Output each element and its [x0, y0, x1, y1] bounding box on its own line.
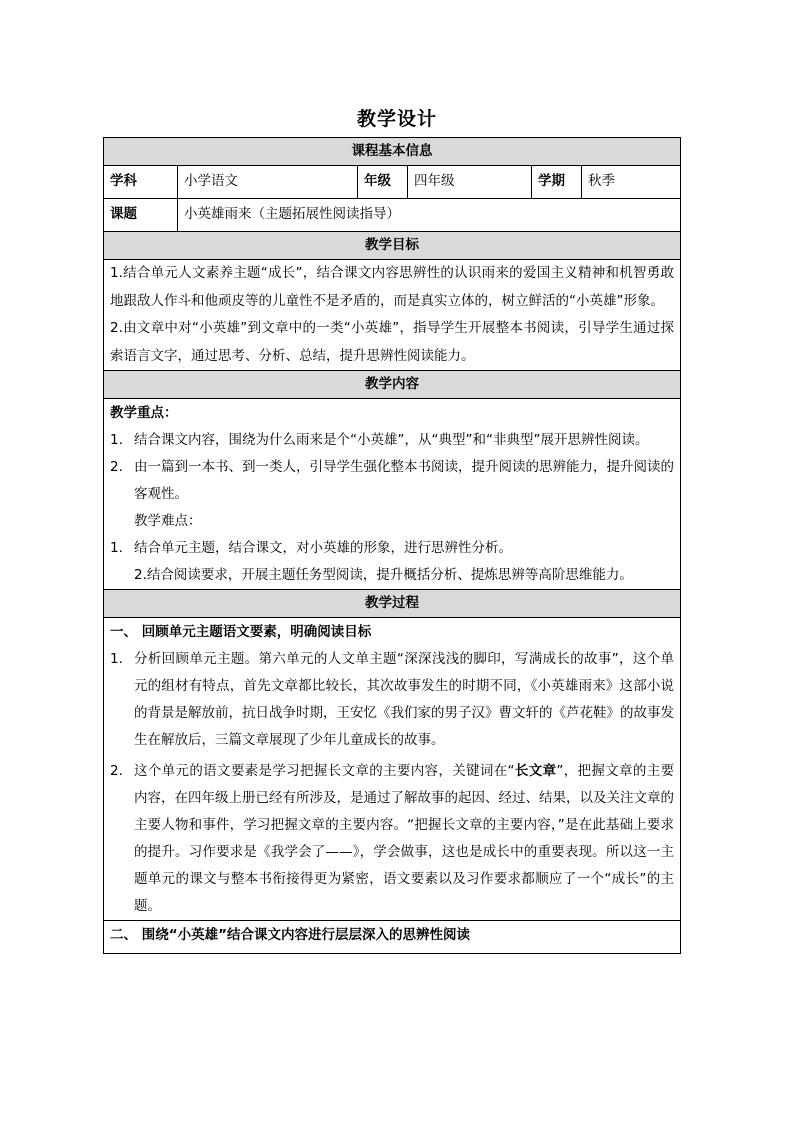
grade-label: 年级 — [358, 166, 408, 199]
key-point-1-number: 1. — [110, 432, 123, 448]
goal-item-1: 1.结合单元人文素养主题“成长”，结合课文内容思辨性的认识雨来的爱国主义精神和机智勇敢地跟敌人作斗和他顽皮等的儿童性不是矛盾的，而是真实立体的，树立鲜活的“小英雄”形象。 — [110, 265, 675, 309]
grade-value: 四年级 — [408, 166, 532, 199]
process-header: 教学过程 — [104, 590, 681, 618]
process-item-2 — [110, 758, 674, 920]
topic-value: 小英雄雨来（主题拓展性阅读指导） — [178, 199, 681, 232]
subject-label: 学科 — [104, 166, 178, 199]
subject-value: 小学语文 — [178, 166, 358, 199]
difficulty-point-1-number: 1. — [110, 540, 123, 556]
process-item-1-number: 1. — [110, 651, 123, 667]
process-section-2-row — [104, 921, 681, 954]
goals-row — [104, 260, 681, 371]
process-section-2-title: 二、 围绕“小英雄”结合课文内容进行层层深入的思辨性阅读 — [110, 927, 470, 943]
page-title: 教学设计 — [356, 108, 437, 130]
process-item-1 — [110, 646, 674, 754]
term-label: 学期 — [532, 166, 582, 199]
key-point-1 — [110, 427, 674, 454]
goal-item-2: 2.由文章中对“小英雄”到文章中的一类“小英雄”，指导学生开展整本书阅读，引导学生通过探索语言文字，通过思考、分析、总结，提升思辨性阅读能力。 — [110, 320, 675, 364]
difficulty-point-2: 2.结合阅读要求，开展主题任务型阅读，提升概括分析、提炼思辨等高阶思维能力。 — [134, 567, 633, 583]
process-row — [104, 618, 681, 921]
process-section-2-cell — [104, 921, 681, 954]
process-section-1-title: 一、 回顾单元主题语文要素，明确阅读目标 — [110, 624, 372, 640]
difficulty-point-1 — [110, 535, 674, 562]
topic-row — [104, 199, 681, 232]
basic-info-row — [104, 166, 681, 199]
difficulty-point-1-text: 结合单元主题，结合课文，对小英雄的形象，进行思辨性分析。 — [134, 540, 512, 556]
process-item-2-number: 2. — [110, 763, 123, 779]
content-header: 教学内容 — [104, 371, 681, 399]
process-header-row — [104, 590, 681, 618]
key-point-1-text: 结合课文内容，围绕为什么雨来是个“小英雄”，从“典型”和“非典型”展开思辨性阅读。 — [134, 432, 649, 448]
process-item-2-text-after: ”，把握文章的主要内容，在四年级上册已经有所涉及，是通过了解故事的起因、经过、结果，以及关注文章的主要人物和事件，学习把握文章的主要内容。“把握长文章的主要内容，”是在此基础上要求的提升。习作要求是《我学会了——》，学会做事，这也是成长中的重要表现。所以这一主题单元的课文与整本书衔接得更为紧密，语文要素以及习作要求都顺应了一个“成长”的主题。 — [134, 763, 675, 914]
process-item-2-text — [134, 758, 674, 920]
process-item-1-text: 分析回顾单元主题。第六单元的人文单主题“深深浅浅的脚印，写满成长的故事”，这个单元的组材有特点，首先文章都比较长，其次故事发生的时期不同，《小英雄雨来》这部小说的背景是解放前，抗日战争时期，王安忆《我们家的男子汉》曹文轩的《芦花鞋》的故事发生在解放后，三篇文章展现了少年儿童成长的故事。 — [134, 651, 675, 748]
goals-header: 教学目标 — [104, 232, 681, 260]
lesson-plan-table — [103, 137, 681, 954]
goals-cell — [104, 260, 681, 371]
basic-info-header-row — [104, 138, 681, 166]
process-item-2-keyword: 长文章 — [514, 763, 557, 779]
key-points-label: 教学重点： — [110, 405, 178, 421]
content-row — [104, 399, 681, 590]
basic-info-header: 课程基本信息 — [104, 138, 681, 166]
content-cell — [104, 399, 681, 590]
key-point-2 — [110, 454, 674, 508]
key-point-2-number: 2. — [110, 459, 123, 475]
topic-label: 课题 — [104, 199, 178, 232]
process-item-2-text-before: 这个单元的语文要素是学习把握长文章的主要内容，关键词在“ — [134, 763, 515, 779]
process-cell — [104, 618, 681, 921]
term-value: 秋季 — [582, 166, 681, 199]
key-point-2-text: 由一篇到一本书、到一类人，引导学生强化整本书阅读，提升阅读的思辨能力，提升阅读的客观性。 — [134, 459, 675, 502]
difficulty-label: 教学难点： — [134, 513, 202, 529]
content-header-row — [104, 371, 681, 399]
goals-header-row — [104, 232, 681, 260]
